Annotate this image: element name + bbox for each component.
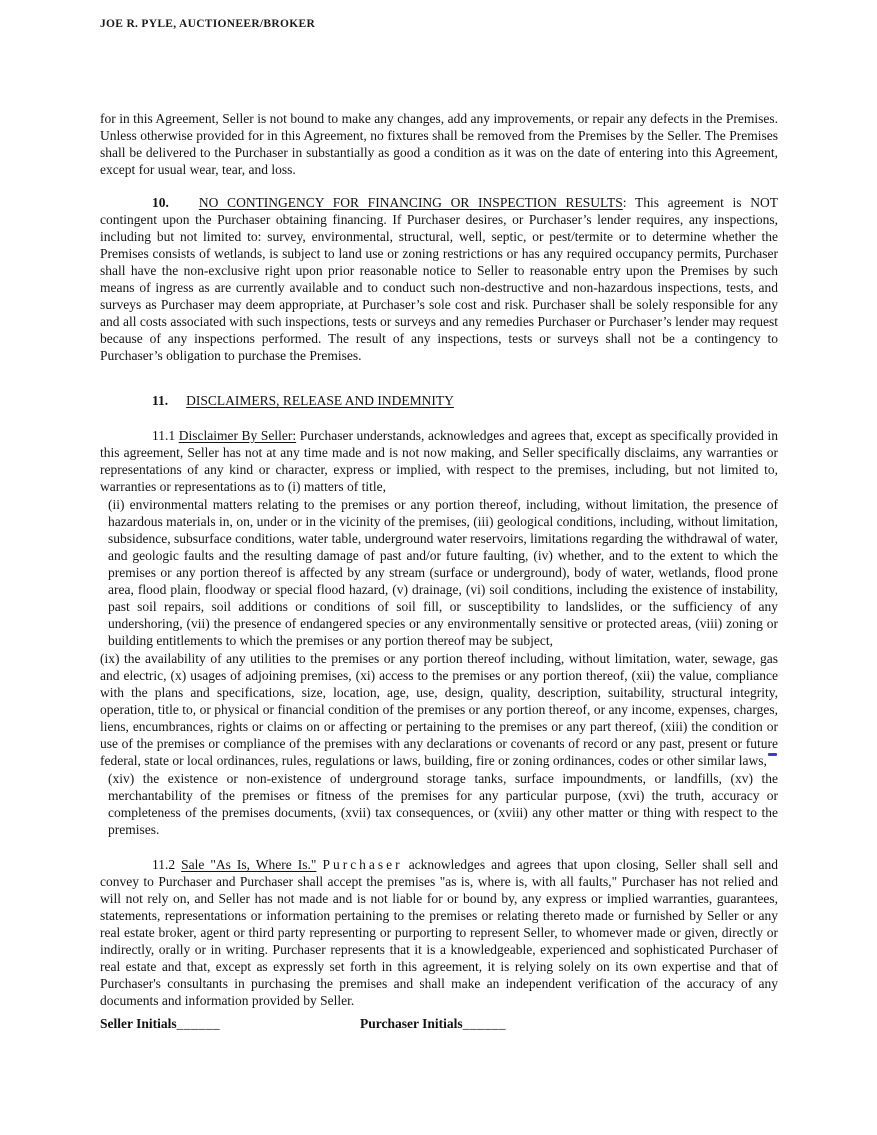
clause-11-1-heading: Disclaimer By Seller: [178,428,297,443]
clause-11-1-utilities-paragraph: (ix) the availability of any utilities to the premises or any portion thereof including, without limitation, water, sewage, gas and electric, (x) usages of adjoining premises, (xi) access to the premises or any portion thereof, (xii) the value, compliance with the plans and specifications, size, location, age, use, design, quality, description, suitability, structural integrity, operation, title to, or physical or financial condition of the premises or any portion thereof, or any income, expenses, charges, liens, encumbrances, rights or claims on or affecting or pertaining to the premises or any part thereof, (xiii) the condition or use of the premises or compliance of the premises with any declarations or covenants of record or any past, present or future federal, state or local ordinances, rules, regulations or laws, building, fire or zoning ordinances, codes or other similar laws, [100,651,778,768]
clause-11-1-storage-tanks-paragraph: (xiv) the existence or non-existence of underground storage tanks, surface impoundments, or landfills, (xv) the merchantability of the premises or fitness of the premises for any particular purpose, (xvi) the truth, accuracy or completeness of the premises documents, (xvii) tax consequences, or (xviii) any other matter or thing with respect to the premises. [108,771,778,837]
section-10-number: 10. [152,195,169,210]
section-10-body: : This agreement is NOT contingent upon the Purchaser obtaining financing. If Purchaser desires, or Purchaser’s lender requires, any inspections, including but not limited to: survey, environmental, structural, well, septic, or pest/termite or to determine whether the Premises consists of wetlands, is subject to land use or zoning restrictions or has any required occupancy permits, Purchaser shall have the non-exclusive right upon prior reasonable notice to Seller to reasonable entry upon the Premises by such means of ingress as are currently available and to conduct such non-destructive and non-hazardous inspections, tests, and surveys as Purchaser may deem appropriate, at Purchaser’s sole cost and risk. Purchaser shall be solely responsible for any and all costs associated with such inspections, tests or surveys and any remedies Purchaser or Purchaser’s lender may request because of any inspections performed. The result of any inspections, tests or surveys shall not be a contingency to Purchaser’s obligation to purchase the Premises. [100,195,778,363]
section-10-paragraph [100,194,778,364]
intro-paragraph: for in this Agreement, Seller is not bound to make any changes, add any improvements, or repair any defects in the Premises. Unless otherwise provided for in this Agreement, no fixtures shall be removed from the Premises by the Seller. The Premises shall be delivered to the Purchaser in substantially as good a condition as it was on the date of entering into this Agreement, except for usual wear, tear, and loss. [100,111,778,177]
seller-initials-field [100,1015,360,1032]
clause-11-2-heading: Sale "As Is, Where Is." [181,857,317,872]
document-header-title: JOE R. PYLE, AUCTIONEER/BROKER [100,18,316,30]
clause-11-2-subject-word: Purchaser [322,857,403,872]
clause-11-2-number: 11.2 [152,857,176,872]
section-11-heading-line [100,392,778,409]
clause-11-1-number: 11.1 [152,428,176,443]
section-11-heading: DISCLAIMERS, RELEASE AND INDEMNITY [186,393,454,408]
margin-dash-mark [768,753,777,756]
clause-11-1-paragraph [100,427,778,495]
clause-11-1-environmental-paragraph: (ii) environmental matters relating to the premises or any portion thereof, including, without limitation, the presence of hazardous materials in, on, under or in the vicinity of the premises, (iii) geological conditions, including, without limitation, subsidence, subsurface conditions, water table, underground water reservoirs, limitations regarding the withdrawal of water, and geologic faults and the resulting damage of past and/or future faulting, (iv) whether, and to the extent to which the premises or any portion thereof is affected by any stream (surface or underground), body of water, wetlands, flood prone area, flood plain, floodway or special flood hazard, (v) drainage, (vi) soil conditions, including the existence of instability, past soil repairs, soil additions or conditions of soil fill, or susceptibility to landslides, or the sufficiency of any undershoring, (vii) the presence of endangered species or any environmentally sensitive or protected areas, (viii) zoning or building entitlements to which the premises or any portion thereof may be subject, [108,497,778,648]
purchaser-initials-blank-line: ______ [462,1016,507,1031]
clause-11-2-body: acknowledges and agrees that upon closing, Seller shall sell and convey to Purchaser and Purchaser shall accept the premises "as is, where is, with all faults," Purchaser has not relied and will not rely on, and Seller has not made and is not liable for or bound by, any express or implied warranties, guarantees, statements, representations or information pertaining to the premises or relating thereto made or furnished by Seller or any real estate broker, agent or third party representing or purporting to represent Seller, to whomever made or given, directly or indirectly, orally or in writing. Purchaser represents that it is a knowledgeable, experienced and sophisticated Purchaser of real estate and that, except as expressly set forth in this agreement, it is relying solely on its own expertise and that of Purchaser's consultants in purchasing the premises and shall make an independent verification of the accuracy of any documents and information provided by Seller. [100,857,779,1008]
section-10-heading: NO CONTINGENCY FOR FINANCING OR INSPECTION RESULTS [198,195,623,210]
section-11-number: 11. [152,393,169,408]
purchaser-initials-label: Purchaser Initials [360,1016,463,1031]
document-body [100,110,778,1032]
purchaser-initials-field [360,1016,506,1031]
initials-row [100,1015,778,1032]
seller-initials-label: Seller Initials [100,1016,177,1031]
clause-11-2-paragraph [100,856,778,1009]
seller-initials-blank-line: ______ [176,1016,221,1031]
clause-11-1-body-intro: Purchaser understands, acknowledges and agrees that, except as specifically provided in this agreement, Seller has not at any time made and is not now making, and Seller specifically disclaims, any warranties or representations of any kind or character, express or implied, with respect to the premises, including, but not limited to, warranties or representations as to (i) matters of title, [100,428,778,494]
